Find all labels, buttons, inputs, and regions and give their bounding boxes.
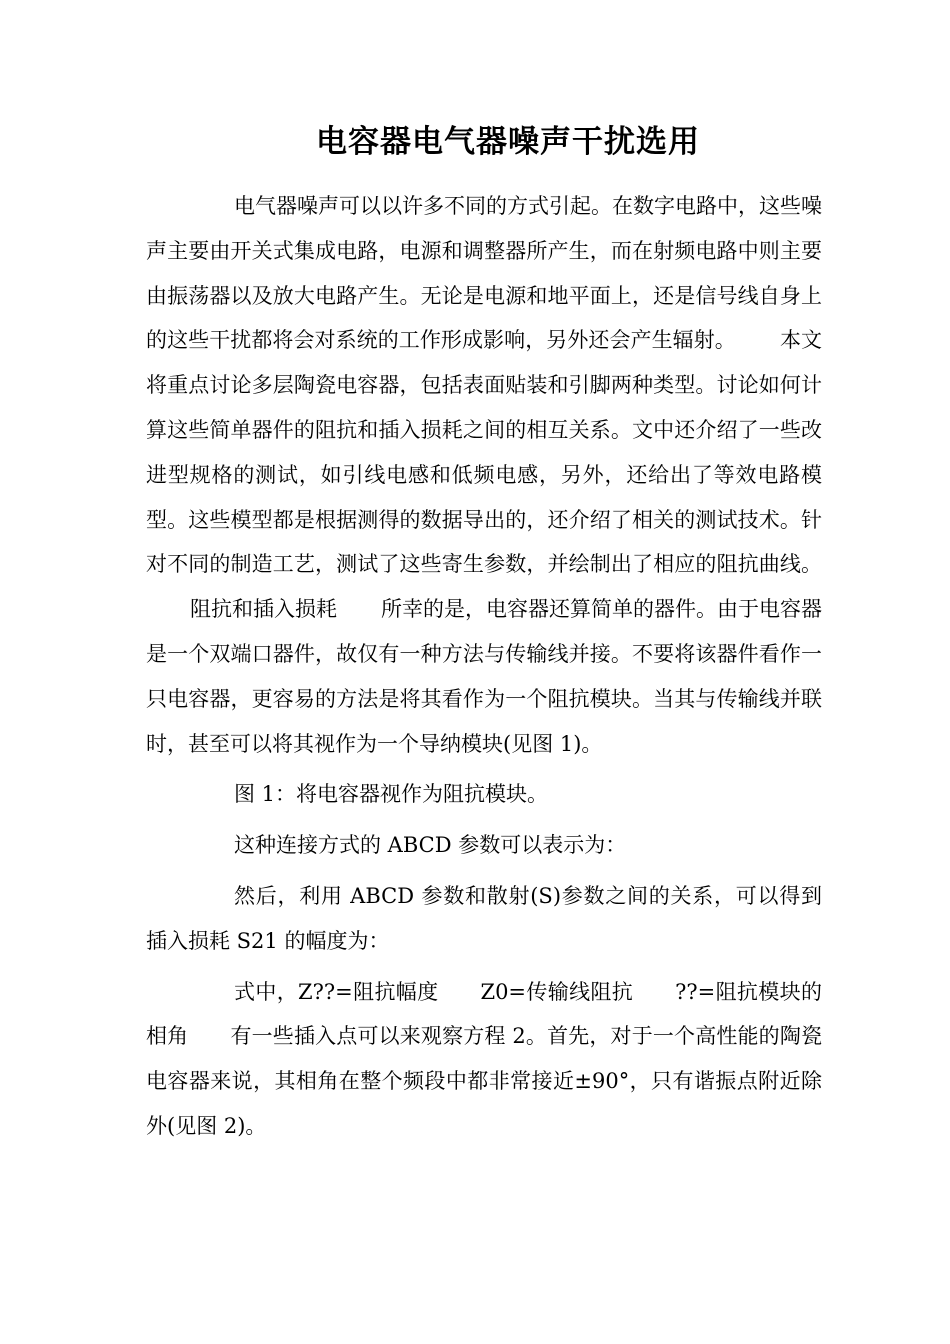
paragraph-s21: 然后，利用 ABCD 参数和散射(S)参数之间的关系，可以得到插入损耗 S21 的幅度为： bbox=[146, 883, 822, 953]
intro-text-a: 电气器噪声可以以许多不同的方式引起。在数字电路中，这些噪声主要由开关式集成电路，电源和调整器所产生，而在射频电路中则主要由振荡器以及放大电路产生。无论是电源和地平面上，还是信号线自身上的这些干扰都将会对系统的工作形成影响，另外还会产生辐射。 bbox=[146, 194, 822, 353]
paragraph-intro bbox=[146, 184, 822, 766]
term-impedance-magnitude: 式中，Z??=阻抗幅度 bbox=[234, 979, 439, 1004]
term-phase-angle: ??=阻抗模块的相角 bbox=[146, 979, 822, 1049]
paragraph-abcd: 这种连接方式的 ABCD 参数可以表示为： bbox=[234, 833, 627, 858]
document-body bbox=[146, 184, 822, 1149]
section-heading-impedance: 阻抗和插入损耗 bbox=[190, 597, 337, 622]
intro-text-d: 所幸的是，电容器还算简单的器件。由于电容器是一个双端口器件，故仅有一种方法与传输线并接。不要将该器件看作一只电容器，更容易的方法是将其看作为一个阻抗模块。当其与传输线并联时，甚至可以将其视作为一个导纳模块(见图 1)。 bbox=[146, 597, 822, 756]
document-title: 电容器电气器噪声干扰选用 bbox=[316, 124, 700, 160]
equation-2-observation: 有一些插入点可以来观察方程 2。首先，对于一个高性能的陶瓷电容器来说，其相角在整个频段中都非常接近±90°，只有谐振点附近除外(见图 2)。 bbox=[146, 1024, 822, 1138]
term-line-impedance: Z0=传输线阻抗 bbox=[480, 979, 634, 1004]
figure-1-caption: 图 1：将电容器视作为阻抗模块。 bbox=[234, 782, 549, 807]
paragraph-formula-terms bbox=[146, 970, 822, 1149]
intro-text-b: 本文将重点讨论多层陶瓷电容器，包括表面贴装和引脚两种类型。讨论如何计算这些简单器件的阻抗和插入损耗之间的相互关系。文中还介绍了一些改进型规格的测试，如引线电感和低频电感，另外，还给出了等效电路模型。这些模型都是根据测得的数据导出的，还介绍了相关的测试技术。针对不同的制造工艺，测试了这些寄生参数，并绘制出了相应的阻抗曲线。 bbox=[146, 328, 823, 577]
